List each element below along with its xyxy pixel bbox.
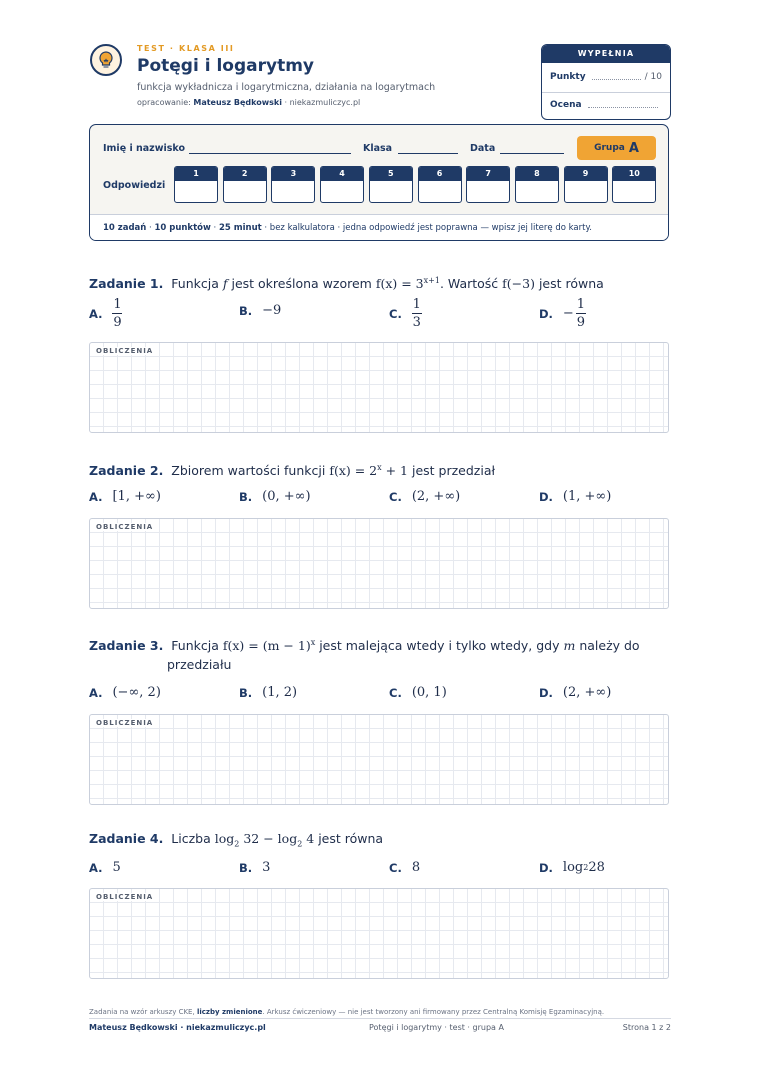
task-3-question (89, 633, 669, 656)
task-math-sub: 2 (234, 839, 240, 849)
option-value: [1, +∞) (112, 489, 161, 504)
task-1-question (89, 271, 669, 294)
answer-box-number: 3 (272, 167, 314, 181)
option-letter: D. (539, 489, 553, 504)
option-value: 5 (112, 860, 121, 875)
task-1-option-d[interactable] (539, 297, 586, 330)
task-math: log (214, 831, 235, 846)
answer-box-9[interactable] (564, 166, 608, 203)
task-1-work-area[interactable] (89, 342, 669, 433)
option-value: (2, +∞) (411, 489, 461, 504)
teacher-box (541, 44, 671, 120)
points-label: Punkty (550, 72, 586, 82)
answer-box-number: 6 (419, 167, 461, 181)
task-4-option-d[interactable] (539, 860, 605, 875)
fraction (112, 297, 122, 330)
page-title: Potęgi i logarytmy (137, 56, 314, 76)
option-letter: D. (539, 860, 553, 875)
task-3-option-a[interactable] (89, 685, 161, 700)
option-letter: B. (239, 303, 253, 318)
fraction-den: 3 (412, 315, 421, 330)
footer-note-b: liczby zmienione (196, 1008, 263, 1016)
work-label: OBLICZENIA (96, 523, 156, 531)
author-line (137, 98, 360, 107)
task-4-option-a[interactable] (89, 860, 121, 875)
task-math: 4 (302, 831, 315, 846)
answer-box-4[interactable] (320, 166, 364, 203)
option-letter: A. (89, 306, 103, 321)
task-math: f(x) = 3 (375, 276, 424, 292)
footer-note (89, 1008, 604, 1016)
group-label: Grupa (594, 143, 625, 153)
answers-label: Odpowiedzi (103, 180, 166, 191)
answer-box-2[interactable] (223, 166, 267, 203)
task-3-option-b[interactable] (239, 685, 297, 700)
task-text: Zbiorem wartości funkcji (171, 463, 330, 479)
task-label: Zadanie 3. (89, 638, 164, 654)
task-math: + 1 (381, 463, 409, 479)
info-points: 10 punktów (154, 223, 211, 233)
answer-box-number: 1 (175, 167, 217, 181)
option-letter: A. (89, 489, 103, 504)
option-letter: C. (389, 306, 402, 321)
author-name: Mateusz Będkowski (193, 98, 282, 107)
teacher-box-title: WYPEŁNIA NAUCZYCIEL (542, 45, 670, 63)
date-label: Data (470, 143, 496, 154)
option-value: −9 (262, 303, 282, 318)
answer-box-1[interactable] (174, 166, 218, 203)
answer-box-10[interactable] (612, 166, 656, 203)
task-label: Zadanie 2. (89, 463, 164, 479)
option-letter: D. (539, 306, 553, 321)
option-letter: B. (239, 860, 253, 875)
teacher-divider (542, 92, 670, 93)
task-4-option-c[interactable] (389, 860, 420, 875)
fraction (576, 297, 586, 330)
option-value: (1, 2) (262, 685, 298, 700)
work-label: OBLICZENIA (96, 893, 156, 901)
page-subtitle: funkcja wykładnicza i logarytmiczna, działania na logarytmach (137, 82, 436, 93)
option-value: (0, +∞) (262, 489, 311, 504)
points-row[interactable] (550, 72, 662, 82)
answer-box-number: 2 (224, 167, 266, 181)
task-4-option-b[interactable] (239, 860, 270, 875)
name-field[interactable] (189, 153, 351, 154)
option-letter: B. (239, 685, 253, 700)
task-math-sub: 2 (297, 839, 303, 849)
answer-box-6[interactable] (418, 166, 462, 203)
option-letter: C. (389, 489, 402, 504)
task-text: . Wartość (439, 276, 503, 292)
task-text: jest przedział (408, 463, 496, 479)
option-letter: C. (389, 685, 402, 700)
task-math-sup: x (310, 638, 316, 647)
option-value: (2, +∞) (562, 685, 612, 700)
task-3-option-c[interactable] (389, 685, 447, 700)
answer-box-number: 8 (516, 167, 558, 181)
option-letter: C. (389, 860, 402, 875)
task-text: należy do (575, 638, 640, 654)
group-badge (577, 136, 656, 160)
task-text: jest malejąca wtedy i tylko wtedy, gdy (315, 638, 564, 654)
info-rest: · bez kalkulatora · jedna odpowiedź jest poprawna — wpisz jej literę do karty. (261, 223, 592, 233)
task-2-question (89, 458, 669, 481)
name-label: Imię i nazwisko (103, 143, 185, 154)
task-3-question-cont: przedziału (167, 657, 232, 672)
footer-note-a: Zadania na wzór arkuszy CKE, (89, 1008, 197, 1016)
option-value: (1, +∞) (562, 489, 612, 504)
task-math: f (222, 276, 228, 292)
task-1-option-a[interactable] (89, 297, 122, 330)
group-value: A (628, 140, 639, 156)
option-letter: A. (89, 860, 103, 875)
task-4-work-area[interactable] (89, 888, 669, 979)
fraction (412, 297, 422, 330)
fraction-den: 9 (113, 315, 122, 330)
task-math-sup: x (377, 463, 382, 472)
answer-box-number: 10 (613, 167, 655, 181)
option-value: 3 (262, 860, 271, 875)
task-label: Zadanie 1. (89, 276, 164, 292)
task-text: Liczba (171, 831, 215, 846)
answer-box-number: 9 (565, 167, 607, 181)
option-sign: − (562, 306, 574, 321)
option-sub: 2 (583, 863, 589, 872)
fraction-num: 1 (412, 297, 421, 312)
task-3-work-area[interactable] (89, 714, 669, 805)
task-math: m (563, 638, 576, 654)
task-2-work-area[interactable] (89, 518, 669, 609)
option-value: log (562, 860, 584, 875)
task-label: Zadanie 4. (89, 831, 164, 846)
task-math: 32 − log (239, 831, 298, 846)
task-math-sup: x+1 (423, 276, 440, 285)
answer-box-5[interactable] (369, 166, 413, 203)
page-number: Strona 1 z 2 (622, 1023, 671, 1032)
answer-box-number: 7 (467, 167, 509, 181)
info-tasks: 10 zadań (103, 223, 147, 233)
task-2-option-b[interactable] (239, 489, 311, 504)
work-label: OBLICZENIA (96, 719, 156, 727)
class-label: Klasa (363, 143, 393, 154)
date-field[interactable] (500, 153, 564, 154)
option-value: 8 (411, 860, 421, 875)
option-value: 28 (588, 860, 605, 875)
fraction-num: 1 (113, 297, 122, 312)
answer-box-number: 5 (370, 167, 412, 181)
fraction-num: 1 (576, 297, 585, 312)
author-prefix: opracowanie: (137, 98, 191, 107)
fraction-den: 9 (576, 315, 585, 330)
task-math: f(x) = (m − 1) (222, 638, 311, 654)
task-math: f(x) = 2 (329, 463, 378, 479)
answer-box-3[interactable] (271, 166, 315, 203)
info-time: 25 minut (218, 223, 262, 233)
footer-divider (89, 1018, 671, 1019)
task-text: jest równa (534, 276, 604, 292)
work-label: OBLICZENIA (96, 347, 156, 355)
points-max: / 10 (644, 72, 662, 82)
author-site: · niekazmuliczyc.pl (281, 98, 361, 107)
task-text: jest określona wzorem (227, 276, 376, 292)
grade-label: Ocena (550, 100, 582, 110)
test-kicker: TEST · KLASA III (137, 44, 235, 53)
task-2-option-d[interactable] (539, 489, 611, 504)
class-field[interactable] (398, 153, 458, 154)
option-letter: A. (89, 685, 103, 700)
task-1-option-b[interactable] (239, 303, 281, 318)
task-2-option-c[interactable] (389, 489, 460, 504)
option-value: (−∞, 2) (112, 685, 161, 700)
task-1-option-c[interactable] (389, 297, 422, 330)
footer-title: Potęgi i logarytmy · test · grupa A (369, 1023, 504, 1032)
grade-field[interactable] (588, 107, 658, 108)
task-text: Funkcja (171, 276, 223, 292)
answer-card (89, 124, 669, 241)
points-field[interactable] (592, 79, 641, 80)
footer-note-c: . Arkusz ćwiczeniowy — nie jest tworzony ani firmowany przez Centralną Komisję Egzaminacyjną. (262, 1008, 605, 1016)
option-value: (0, 1) (411, 685, 447, 700)
card-info: 10 zadań · 10 punktów · 25 minut · bez kalkulatora · jedna odpowiedź jest poprawna — wpisz jej literę do karty. (90, 214, 668, 240)
task-3-option-d[interactable] (539, 685, 611, 700)
bulb-logo-icon (90, 44, 122, 76)
grade-row[interactable] (550, 100, 662, 110)
option-letter: D. (539, 685, 553, 700)
task-math: f(−3) (502, 276, 535, 292)
answer-box-number: 4 (321, 167, 363, 181)
task-4-question (89, 829, 669, 855)
option-letter: B. (239, 489, 253, 504)
answer-box-8[interactable] (515, 166, 559, 203)
task-2-option-a[interactable] (89, 489, 161, 504)
task-text: jest równa (314, 831, 384, 846)
footer-author: Mateusz Będkowski · niekazmuliczyc.pl (89, 1023, 266, 1032)
task-text: Funkcja (171, 638, 223, 654)
answer-box-7[interactable] (466, 166, 510, 203)
